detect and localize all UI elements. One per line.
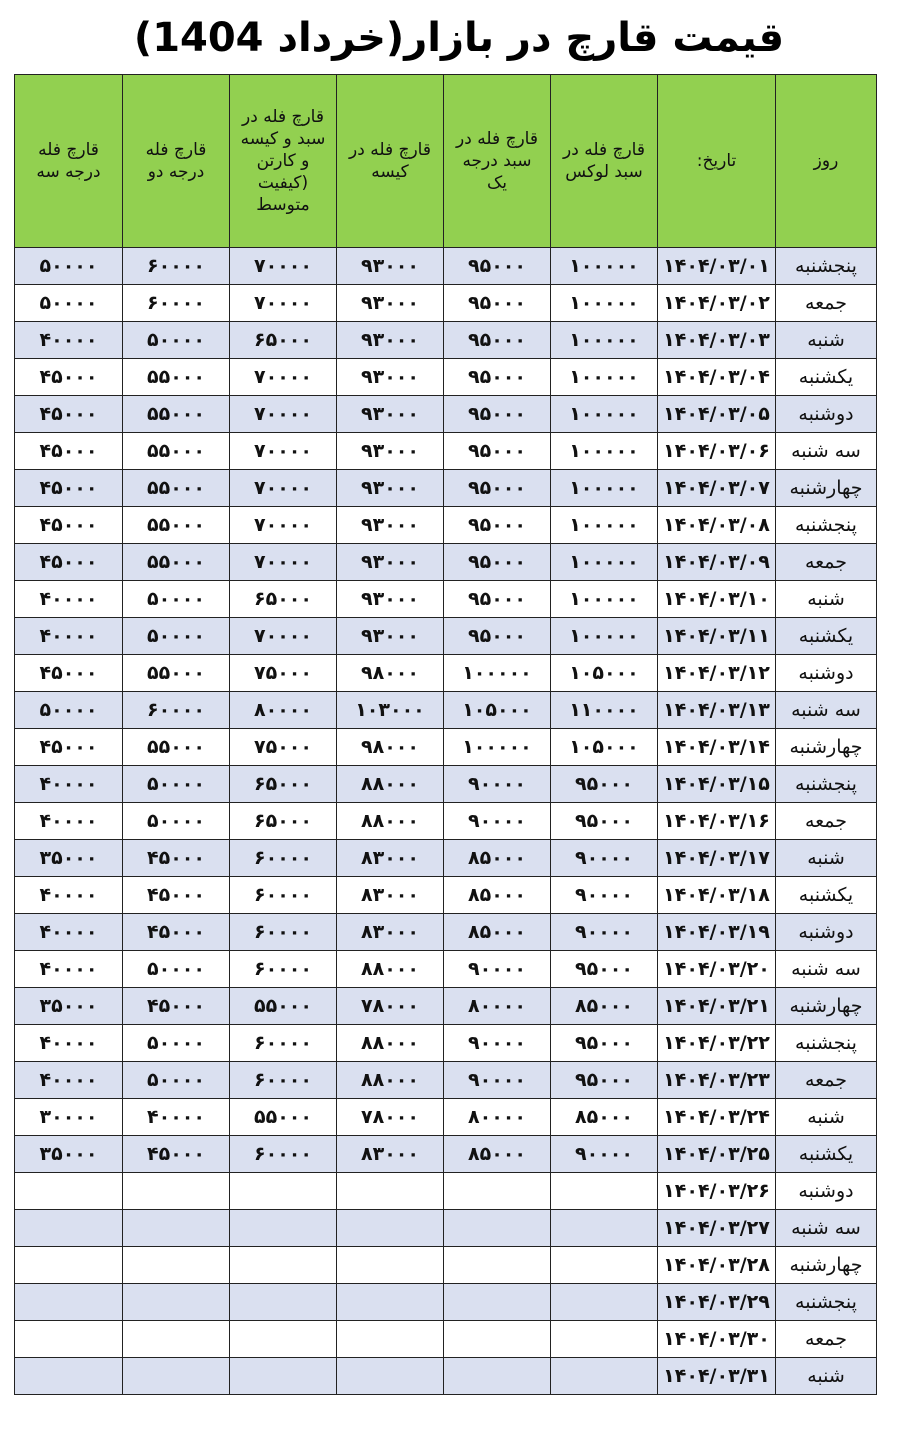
basket-bag-carton-price: [230, 1358, 337, 1395]
grade2-price: [123, 1173, 230, 1210]
bag-price: [337, 1284, 444, 1321]
bag-price: ۸۳۰۰۰: [337, 877, 444, 914]
grade2-price: ۵۵۰۰۰: [123, 433, 230, 470]
bag-price: ۹۸۰۰۰: [337, 655, 444, 692]
day-cell: چهارشنبه: [776, 729, 877, 766]
date-cell: ۱۴۰۴/۰۳/۰۹: [658, 544, 776, 581]
grade3-price: ۴۰۰۰۰: [15, 1062, 123, 1099]
table-body: [15, 248, 877, 1395]
basket-grade1-price: ۹۵۰۰۰: [444, 359, 551, 396]
bag-price: ۷۸۰۰۰: [337, 988, 444, 1025]
lux-basket-price: ۱۰۰۰۰۰: [551, 581, 658, 618]
grade2-price: [123, 1358, 230, 1395]
lux-basket-price: [551, 1321, 658, 1358]
lux-basket-price: ۱۰۵۰۰۰: [551, 729, 658, 766]
basket-bag-carton-price: ۷۰۰۰۰: [230, 544, 337, 581]
day-cell: پنجشنبه: [776, 766, 877, 803]
basket-bag-carton-price: ۷۰۰۰۰: [230, 248, 337, 285]
grade3-price: ۳۵۰۰۰: [15, 988, 123, 1025]
table-row: [15, 359, 877, 396]
header-grade3: قارچ فله درجه سه: [15, 75, 123, 248]
day-cell: پنجشنبه: [776, 507, 877, 544]
date-cell: ۱۴۰۴/۰۳/۳۱: [658, 1358, 776, 1395]
basket-bag-carton-price: ۷۰۰۰۰: [230, 618, 337, 655]
day-cell: جمعه: [776, 803, 877, 840]
day-cell: شنبه: [776, 1099, 877, 1136]
grade2-price: ۴۵۰۰۰: [123, 988, 230, 1025]
grade2-price: ۵۰۰۰۰: [123, 951, 230, 988]
day-cell: جمعه: [776, 285, 877, 322]
basket-grade1-price: ۹۵۰۰۰: [444, 248, 551, 285]
table-row: [15, 729, 877, 766]
basket-bag-carton-price: ۸۰۰۰۰: [230, 692, 337, 729]
table-row: [15, 1358, 877, 1395]
day-cell: شنبه: [776, 840, 877, 877]
table-row: [15, 803, 877, 840]
grade3-price: ۴۰۰۰۰: [15, 803, 123, 840]
header-grade2: قارچ فله درجه دو: [123, 75, 230, 248]
basket-bag-carton-price: ۶۰۰۰۰: [230, 1025, 337, 1062]
grade2-price: ۵۰۰۰۰: [123, 581, 230, 618]
lux-basket-price: ۹۵۰۰۰: [551, 803, 658, 840]
basket-bag-carton-price: ۶۵۰۰۰: [230, 766, 337, 803]
date-cell: ۱۴۰۴/۰۳/۰۳: [658, 322, 776, 359]
date-cell: ۱۴۰۴/۰۳/۲۳: [658, 1062, 776, 1099]
bag-price: ۹۳۰۰۰: [337, 433, 444, 470]
day-cell: پنجشنبه: [776, 1025, 877, 1062]
basket-grade1-price: ۹۰۰۰۰: [444, 1062, 551, 1099]
day-cell: سه شنبه: [776, 692, 877, 729]
lux-basket-price: ۱۰۰۰۰۰: [551, 544, 658, 581]
day-cell: چهارشنبه: [776, 988, 877, 1025]
grade2-price: ۵۵۰۰۰: [123, 396, 230, 433]
grade2-price: ۵۵۰۰۰: [123, 655, 230, 692]
basket-bag-carton-price: [230, 1284, 337, 1321]
table-row: [15, 248, 877, 285]
lux-basket-price: ۹۵۰۰۰: [551, 1062, 658, 1099]
basket-grade1-price: ۹۰۰۰۰: [444, 766, 551, 803]
basket-bag-carton-price: ۶۵۰۰۰: [230, 803, 337, 840]
day-cell: یکشنبه: [776, 1136, 877, 1173]
bag-price: ۹۳۰۰۰: [337, 248, 444, 285]
grade2-price: ۵۰۰۰۰: [123, 1062, 230, 1099]
basket-grade1-price: ۹۵۰۰۰: [444, 285, 551, 322]
day-cell: دوشنبه: [776, 1173, 877, 1210]
basket-bag-carton-price: ۷۰۰۰۰: [230, 396, 337, 433]
basket-grade1-price: [444, 1173, 551, 1210]
basket-grade1-price: ۹۵۰۰۰: [444, 581, 551, 618]
table-row: [15, 1321, 877, 1358]
date-cell: ۱۴۰۴/۰۳/۰۱: [658, 248, 776, 285]
grade3-price: ۴۵۰۰۰: [15, 359, 123, 396]
date-cell: ۱۴۰۴/۰۳/۱۶: [658, 803, 776, 840]
basket-grade1-price: ۹۵۰۰۰: [444, 470, 551, 507]
table-row: [15, 766, 877, 803]
grade2-price: ۵۰۰۰۰: [123, 1025, 230, 1062]
date-cell: ۱۴۰۴/۰۳/۰۸: [658, 507, 776, 544]
grade2-price: ۵۰۰۰۰: [123, 322, 230, 359]
table-row: [15, 470, 877, 507]
date-cell: ۱۴۰۴/۰۳/۱۸: [658, 877, 776, 914]
day-cell: پنجشنبه: [776, 1284, 877, 1321]
lux-basket-price: ۱۰۰۰۰۰: [551, 618, 658, 655]
grade2-price: ۴۵۰۰۰: [123, 840, 230, 877]
basket-bag-carton-price: ۷۰۰۰۰: [230, 507, 337, 544]
table-row: [15, 1247, 877, 1284]
bag-price: ۸۳۰۰۰: [337, 1136, 444, 1173]
table-row: [15, 618, 877, 655]
bag-price: ۱۰۳۰۰۰: [337, 692, 444, 729]
table-row: [15, 1173, 877, 1210]
lux-basket-price: ۱۰۰۰۰۰: [551, 396, 658, 433]
table-row: [15, 877, 877, 914]
grade2-price: ۶۰۰۰۰: [123, 692, 230, 729]
date-cell: ۱۴۰۴/۰۳/۳۰: [658, 1321, 776, 1358]
basket-bag-carton-price: [230, 1247, 337, 1284]
lux-basket-price: [551, 1358, 658, 1395]
basket-grade1-price: ۸۵۰۰۰: [444, 840, 551, 877]
date-cell: ۱۴۰۴/۰۳/۰۲: [658, 285, 776, 322]
grade3-price: [15, 1358, 123, 1395]
basket-grade1-price: ۹۵۰۰۰: [444, 507, 551, 544]
table-row: [15, 285, 877, 322]
bag-price: ۸۸۰۰۰: [337, 1062, 444, 1099]
grade3-price: ۴۵۰۰۰: [15, 729, 123, 766]
basket-grade1-price: ۱۰۰۰۰۰: [444, 729, 551, 766]
lux-basket-price: ۹۵۰۰۰: [551, 951, 658, 988]
grade3-price: ۳۰۰۰۰: [15, 1099, 123, 1136]
date-cell: ۱۴۰۴/۰۳/۰۶: [658, 433, 776, 470]
grade3-price: ۳۵۰۰۰: [15, 840, 123, 877]
date-cell: ۱۴۰۴/۰۳/۱۴: [658, 729, 776, 766]
price-table: [14, 74, 877, 1395]
basket-bag-carton-price: ۶۰۰۰۰: [230, 840, 337, 877]
grade2-price: ۵۵۰۰۰: [123, 544, 230, 581]
bag-price: [337, 1173, 444, 1210]
lux-basket-price: ۱۰۰۰۰۰: [551, 359, 658, 396]
lux-basket-price: ۱۰۵۰۰۰: [551, 655, 658, 692]
header-bag: قارچ فله در کیسه: [337, 75, 444, 248]
grade3-price: [15, 1173, 123, 1210]
basket-bag-carton-price: ۶۰۰۰۰: [230, 877, 337, 914]
basket-bag-carton-price: ۷۵۰۰۰: [230, 729, 337, 766]
grade3-price: ۴۰۰۰۰: [15, 951, 123, 988]
bag-price: [337, 1358, 444, 1395]
date-cell: ۱۴۰۴/۰۳/۱۵: [658, 766, 776, 803]
grade2-price: ۵۰۰۰۰: [123, 618, 230, 655]
table-row: [15, 507, 877, 544]
lux-basket-price: [551, 1247, 658, 1284]
bag-price: ۹۳۰۰۰: [337, 507, 444, 544]
bag-price: ۹۳۰۰۰: [337, 359, 444, 396]
lux-basket-price: ۱۰۰۰۰۰: [551, 433, 658, 470]
header-basket-grade1: قارچ فله در سبد درجه یک: [444, 75, 551, 248]
grade3-price: [15, 1210, 123, 1247]
basket-grade1-price: ۹۰۰۰۰: [444, 1025, 551, 1062]
bag-price: ۹۳۰۰۰: [337, 581, 444, 618]
grade2-price: ۴۵۰۰۰: [123, 877, 230, 914]
date-cell: ۱۴۰۴/۰۳/۲۲: [658, 1025, 776, 1062]
bag-price: ۹۳۰۰۰: [337, 322, 444, 359]
lux-basket-price: ۹۰۰۰۰: [551, 877, 658, 914]
grade2-price: ۵۵۰۰۰: [123, 470, 230, 507]
lux-basket-price: ۸۵۰۰۰: [551, 988, 658, 1025]
bag-price: [337, 1210, 444, 1247]
bag-price: [337, 1321, 444, 1358]
day-cell: شنبه: [776, 322, 877, 359]
date-cell: ۱۴۰۴/۰۳/۲۰: [658, 951, 776, 988]
date-cell: ۱۴۰۴/۰۳/۲۶: [658, 1173, 776, 1210]
date-cell: ۱۴۰۴/۰۳/۱۰: [658, 581, 776, 618]
grade3-price: ۵۰۰۰۰: [15, 285, 123, 322]
grade3-price: [15, 1284, 123, 1321]
grade2-price: [123, 1247, 230, 1284]
grade2-price: [123, 1284, 230, 1321]
bag-price: ۸۸۰۰۰: [337, 1025, 444, 1062]
basket-grade1-price: ۸۰۰۰۰: [444, 1099, 551, 1136]
header-row: [15, 75, 877, 248]
basket-bag-carton-price: ۶۵۰۰۰: [230, 322, 337, 359]
grade2-price: [123, 1210, 230, 1247]
table-row: [15, 840, 877, 877]
grade2-price: [123, 1321, 230, 1358]
grade3-price: [15, 1247, 123, 1284]
day-cell: دوشنبه: [776, 655, 877, 692]
grade3-price: ۴۵۰۰۰: [15, 544, 123, 581]
day-cell: شنبه: [776, 581, 877, 618]
grade3-price: ۴۰۰۰۰: [15, 914, 123, 951]
date-cell: ۱۴۰۴/۰۳/۰۴: [658, 359, 776, 396]
basket-grade1-price: ۹۰۰۰۰: [444, 803, 551, 840]
basket-bag-carton-price: ۵۵۰۰۰: [230, 988, 337, 1025]
grade3-price: ۴۰۰۰۰: [15, 1025, 123, 1062]
bag-price: ۷۸۰۰۰: [337, 1099, 444, 1136]
basket-grade1-price: ۹۵۰۰۰: [444, 433, 551, 470]
day-cell: پنجشنبه: [776, 248, 877, 285]
grade3-price: ۴۵۰۰۰: [15, 433, 123, 470]
grade3-price: ۴۵۰۰۰: [15, 470, 123, 507]
table-row: [15, 1099, 877, 1136]
header-day: روز: [776, 75, 877, 248]
basket-grade1-price: [444, 1247, 551, 1284]
day-cell: سه شنبه: [776, 951, 877, 988]
basket-grade1-price: ۹۰۰۰۰: [444, 951, 551, 988]
bag-price: ۸۳۰۰۰: [337, 914, 444, 951]
bag-price: ۹۳۰۰۰: [337, 618, 444, 655]
basket-grade1-price: ۱۰۰۰۰۰: [444, 655, 551, 692]
basket-bag-carton-price: ۶۰۰۰۰: [230, 951, 337, 988]
day-cell: دوشنبه: [776, 914, 877, 951]
basket-grade1-price: [444, 1284, 551, 1321]
basket-grade1-price: ۸۰۰۰۰: [444, 988, 551, 1025]
day-cell: سه شنبه: [776, 1210, 877, 1247]
grade3-price: ۴۰۰۰۰: [15, 618, 123, 655]
basket-grade1-price: [444, 1321, 551, 1358]
table-row: [15, 1210, 877, 1247]
table-row: [15, 951, 877, 988]
grade2-price: ۴۰۰۰۰: [123, 1099, 230, 1136]
bag-price: ۹۳۰۰۰: [337, 470, 444, 507]
date-cell: ۱۴۰۴/۰۳/۰۷: [658, 470, 776, 507]
date-cell: ۱۴۰۴/۰۳/۲۴: [658, 1099, 776, 1136]
day-cell: یکشنبه: [776, 359, 877, 396]
table-row: [15, 1136, 877, 1173]
basket-bag-carton-price: [230, 1173, 337, 1210]
grade2-price: ۴۵۰۰۰: [123, 1136, 230, 1173]
table-row: [15, 914, 877, 951]
day-cell: یکشنبه: [776, 877, 877, 914]
day-cell: یکشنبه: [776, 618, 877, 655]
basket-bag-carton-price: ۶۵۰۰۰: [230, 581, 337, 618]
lux-basket-price: ۸۵۰۰۰: [551, 1099, 658, 1136]
table-row: [15, 544, 877, 581]
table-row: [15, 1062, 877, 1099]
grade2-price: ۵۵۰۰۰: [123, 507, 230, 544]
bag-price: ۹۳۰۰۰: [337, 396, 444, 433]
day-cell: چهارشنبه: [776, 1247, 877, 1284]
table-row: [15, 692, 877, 729]
grade3-price: ۴۰۰۰۰: [15, 581, 123, 618]
bag-price: ۸۸۰۰۰: [337, 951, 444, 988]
basket-bag-carton-price: ۷۰۰۰۰: [230, 470, 337, 507]
lux-basket-price: ۱۰۰۰۰۰: [551, 285, 658, 322]
grade2-price: ۶۰۰۰۰: [123, 285, 230, 322]
header-lux-basket: قارچ فله در سبد لوکس: [551, 75, 658, 248]
grade2-price: ۵۰۰۰۰: [123, 766, 230, 803]
date-cell: ۱۴۰۴/۰۳/۱۲: [658, 655, 776, 692]
grade3-price: [15, 1321, 123, 1358]
page-title: قیمت قارچ در بازار(خرداد 1404): [133, 15, 785, 61]
grade3-price: ۴۰۰۰۰: [15, 877, 123, 914]
lux-basket-price: ۱۰۰۰۰۰: [551, 507, 658, 544]
lux-basket-price: ۹۰۰۰۰: [551, 840, 658, 877]
basket-grade1-price: ۱۰۵۰۰۰: [444, 692, 551, 729]
bag-price: ۹۳۰۰۰: [337, 544, 444, 581]
table-row: [15, 433, 877, 470]
basket-bag-carton-price: [230, 1321, 337, 1358]
day-cell: دوشنبه: [776, 396, 877, 433]
grade3-price: ۴۵۰۰۰: [15, 396, 123, 433]
table-row: [15, 581, 877, 618]
date-cell: ۱۴۰۴/۰۳/۲۱: [658, 988, 776, 1025]
bag-price: ۸۸۰۰۰: [337, 766, 444, 803]
header-date: تاریخ:: [658, 75, 776, 248]
basket-bag-carton-price: ۷۰۰۰۰: [230, 359, 337, 396]
lux-basket-price: ۱۰۰۰۰۰: [551, 322, 658, 359]
day-cell: جمعه: [776, 1062, 877, 1099]
lux-basket-price: ۹۰۰۰۰: [551, 914, 658, 951]
grade2-price: ۵۵۰۰۰: [123, 729, 230, 766]
header-basket-bag-carton: قارچ فله در سبد و کیسه و کارتن (کیفیت متوسط: [230, 75, 337, 248]
basket-grade1-price: [444, 1210, 551, 1247]
basket-grade1-price: ۹۵۰۰۰: [444, 322, 551, 359]
grade2-price: ۴۵۰۰۰: [123, 914, 230, 951]
table-row: [15, 1025, 877, 1062]
lux-basket-price: [551, 1284, 658, 1321]
grade2-price: ۶۰۰۰۰: [123, 248, 230, 285]
basket-grade1-price: [444, 1358, 551, 1395]
day-cell: جمعه: [776, 544, 877, 581]
lux-basket-price: ۹۰۰۰۰: [551, 1136, 658, 1173]
date-cell: ۱۴۰۴/۰۳/۰۵: [658, 396, 776, 433]
grade3-price: ۵۰۰۰۰: [15, 248, 123, 285]
date-cell: ۱۴۰۴/۰۳/۲۵: [658, 1136, 776, 1173]
basket-grade1-price: ۸۵۰۰۰: [444, 914, 551, 951]
bag-price: ۹۸۰۰۰: [337, 729, 444, 766]
table-row: [15, 655, 877, 692]
grade3-price: ۴۵۰۰۰: [15, 507, 123, 544]
bag-price: ۸۸۰۰۰: [337, 803, 444, 840]
grade3-price: ۴۵۰۰۰: [15, 655, 123, 692]
bag-price: ۸۳۰۰۰: [337, 840, 444, 877]
grade3-price: ۴۰۰۰۰: [15, 322, 123, 359]
date-cell: ۱۴۰۴/۰۳/۲۸: [658, 1247, 776, 1284]
day-cell: جمعه: [776, 1321, 877, 1358]
basket-bag-carton-price: ۶۰۰۰۰: [230, 914, 337, 951]
date-cell: ۱۴۰۴/۰۳/۱۳: [658, 692, 776, 729]
basket-bag-carton-price: ۶۰۰۰۰: [230, 1136, 337, 1173]
basket-bag-carton-price: ۵۵۰۰۰: [230, 1099, 337, 1136]
lux-basket-price: ۱۰۰۰۰۰: [551, 248, 658, 285]
day-cell: شنبه: [776, 1358, 877, 1395]
day-cell: چهارشنبه: [776, 470, 877, 507]
table-row: [15, 396, 877, 433]
basket-grade1-price: ۸۵۰۰۰: [444, 1136, 551, 1173]
basket-bag-carton-price: ۷۰۰۰۰: [230, 433, 337, 470]
basket-bag-carton-price: ۷۵۰۰۰: [230, 655, 337, 692]
date-cell: ۱۴۰۴/۰۳/۱۱: [658, 618, 776, 655]
grade3-price: ۵۰۰۰۰: [15, 692, 123, 729]
lux-basket-price: ۱۱۰۰۰۰: [551, 692, 658, 729]
lux-basket-price: [551, 1210, 658, 1247]
table-row: [15, 988, 877, 1025]
lux-basket-price: ۹۵۰۰۰: [551, 1025, 658, 1062]
basket-bag-carton-price: ۷۰۰۰۰: [230, 285, 337, 322]
day-cell: سه شنبه: [776, 433, 877, 470]
basket-grade1-price: ۹۵۰۰۰: [444, 618, 551, 655]
basket-bag-carton-price: ۶۰۰۰۰: [230, 1062, 337, 1099]
grade3-price: ۴۰۰۰۰: [15, 766, 123, 803]
date-cell: ۱۴۰۴/۰۳/۲۹: [658, 1284, 776, 1321]
basket-grade1-price: ۸۵۰۰۰: [444, 877, 551, 914]
grade3-price: ۳۵۰۰۰: [15, 1136, 123, 1173]
basket-bag-carton-price: [230, 1210, 337, 1247]
bag-price: ۹۳۰۰۰: [337, 285, 444, 322]
table-row: [15, 1284, 877, 1321]
table-row: [15, 322, 877, 359]
lux-basket-price: ۱۰۰۰۰۰: [551, 470, 658, 507]
bag-price: [337, 1247, 444, 1284]
lux-basket-price: ۹۵۰۰۰: [551, 766, 658, 803]
date-cell: ۱۴۰۴/۰۳/۱۷: [658, 840, 776, 877]
grade2-price: ۵۵۰۰۰: [123, 359, 230, 396]
date-cell: ۱۴۰۴/۰۳/۲۷: [658, 1210, 776, 1247]
date-cell: ۱۴۰۴/۰۳/۱۹: [658, 914, 776, 951]
basket-grade1-price: ۹۵۰۰۰: [444, 396, 551, 433]
grade2-price: ۵۰۰۰۰: [123, 803, 230, 840]
lux-basket-price: [551, 1173, 658, 1210]
basket-grade1-price: ۹۵۰۰۰: [444, 544, 551, 581]
